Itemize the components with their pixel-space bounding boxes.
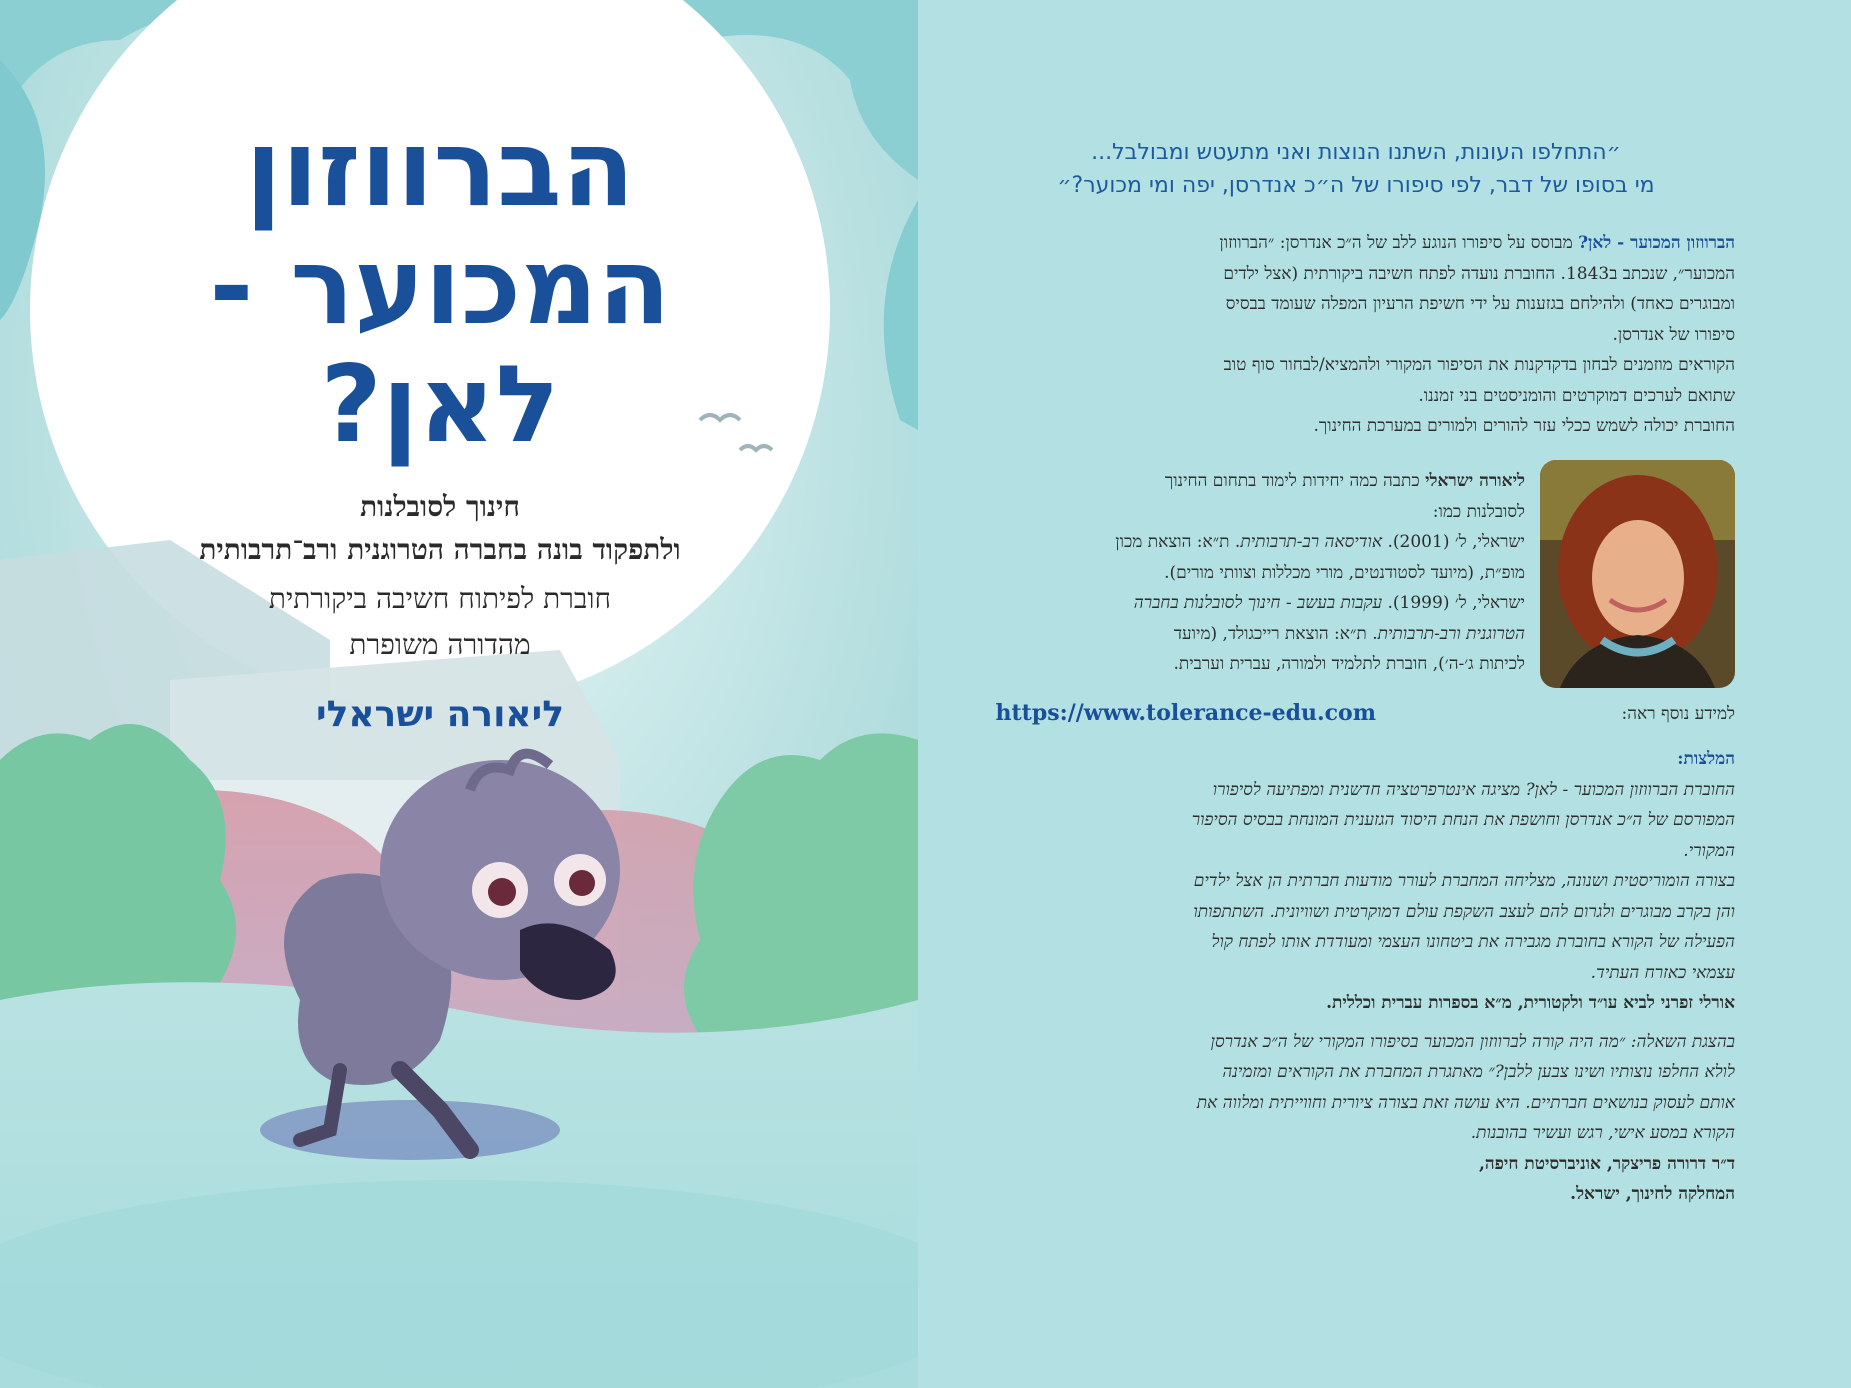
cover-author-name: ליאורה ישראלי [315, 694, 565, 735]
intro-line-3: ומבוגרים כאחד) ולהילחם בגזענות על ידי חשיפת הרעיון המפלה שעומד בבסיס [1225, 294, 1735, 314]
bio-line-5a: ישראלי, ל׳ (1999). [1382, 593, 1525, 613]
quote-line-1: ״התחלפו העונות, השתנו הנוצות ואני מתעטש ומבולבל... [1091, 140, 1621, 165]
rec1-line-3: המקורי. [1683, 840, 1735, 861]
bio-line-6b: . ת״א: הוצאת רייכגולד, (מיועד [1173, 623, 1378, 644]
back-cover [918, 0, 1851, 1388]
intro-line-1: מבוסס על סיפורו הנוגע ללב של ה״כ אנדרסן: ״הברווזון [1219, 233, 1579, 253]
rec2-signature-2: המחלקה לחינוך, ישראל. [1570, 1184, 1735, 1204]
intro-book-title: הברווזון המכוער - לאן? [1578, 233, 1735, 253]
intro-line-5: הקוראים מוזמנים לבחון בדקדקנות את הסיפור המקורי ולהמציא/לבחור סוף טוב [1223, 355, 1735, 375]
intro-paragraph [1005, 228, 1735, 442]
bio-line-7: לכיתות ג׳-ה׳), חוברת לתלמיד ולמורה, עברית וערבית. [1173, 654, 1525, 674]
website-link[interactable]: https://www.tolerance-edu.com [995, 700, 1376, 726]
rec1-line-6: הפעילה של הקורא בחוברת מגבירה את ביטחונו העצמי ומעודדת אותו לפתח קול [1211, 932, 1735, 952]
subtitle-line-3: חוברת לפיתוח חשיבה ביקורתית [268, 582, 612, 615]
rec1-line-5: והן בקרב מבוגרים ולגרום להם לעצב השקפת עולם דמוקרטית ושוויונית. השתתפותו [1193, 901, 1735, 922]
front-cover [0, 0, 918, 1388]
bio-book-2-title-cont: הטרוגנית ורב-תרבותית [1377, 623, 1525, 644]
rec1-line-7: עצמאי כאזרח העתיד. [1590, 962, 1735, 983]
title-line-1: הברווזון [245, 107, 635, 230]
subtitle-line-1: חינוך לסובלנות [360, 490, 520, 523]
rec2-line-3: אותם לעסוק בנושאים חברתיים. היא עושה זאת בצורה ציורית וחווייתית ומלווה את [1196, 1092, 1735, 1113]
bio-line-4: מופ״ת, (מיועד לסטודנטים, מורי מכללות וצוותי מורים). [1164, 562, 1525, 583]
intro-line-4: סיפורו של אנדרסן. [1612, 324, 1735, 345]
intro-line-2: המכוער״, שנכתב ב1843. החוברת נועדה לפתח חשיבה ביקורתית (אצל ילדים [1223, 263, 1735, 284]
more-info-label: למידע נוסף ראה: [1621, 704, 1735, 724]
title-line-2: המכוער - [209, 225, 671, 348]
title-line-3: לאן? [320, 343, 560, 466]
intro-line-7: החוברת יכולה לשמש ככלי עזר להורים ולמורים במערכת החינוך. [1313, 416, 1735, 436]
quote-block [976, 136, 1736, 202]
quote-line-2: מי בסופו של דבר, לפי סיפורו של ה״כ אנדרסן, יפה ומי מכוער?״ [1057, 173, 1655, 198]
author-bio [1005, 466, 1525, 680]
bio-author-name: ליאורה ישראלי [1425, 471, 1525, 491]
recommendations-section [1005, 744, 1735, 1210]
bio-book-1-title: אודיסאה רב-תרבותית [1240, 532, 1383, 552]
bio-line-2: לסובלנות כמו: [1432, 501, 1525, 522]
rec2-line-1: בהצגת השאלה: ״מה היה קורה לברווזון המכוער בסיפורו המקורי של ה״כ אנדרסן [1210, 1031, 1735, 1052]
subtitle-line-4: מהדורה משופרת [349, 628, 531, 661]
rec2-line-4: הקורא במסע אישי, רגש ועשיר בהובנות. [1470, 1123, 1735, 1143]
rec1-line-1: החוברת הברווזון המכוער - לאן? מציגה אינטרפרטציה חדשנית ומפתיעה לסיפורו [1212, 779, 1735, 800]
bio-line-3b: . ת״א: הוצאת מכון [1115, 532, 1241, 552]
author-photo [1540, 460, 1735, 688]
recommendations-heading: המלצות: [1677, 749, 1735, 769]
bio-line-1: כתבה כמה יחידות לימוד בתחום החינוך [1164, 471, 1426, 491]
rec2-line-2: לולא החלפו נוצותיו ושינו צבען ללבן?״ מאתגרת המחברת את הקוראים ומזמינה [1222, 1062, 1735, 1082]
bio-line-3a: ישראלי, ל׳ (2001). [1382, 532, 1525, 552]
rec1-signature: אורלי זפרני לביא עו״ד ולקטורית, מ״א בספרות עברית וכללית. [1326, 993, 1735, 1013]
intro-line-6: שתואם לערכים דמוקרטים והומניסטים בני זמננו. [1418, 385, 1735, 406]
rec1-line-2: המפורסם של ה״כ אנדרסן וחושפת את הנחת היסוד הגזענית המונחת בבסיס הסיפור [1191, 810, 1735, 830]
rec1-line-4: בצורה הומוריסטית ושנונה, מצליחה המחברת לעורר מודעות חברתית הן אצל ילדים [1193, 871, 1735, 891]
book-title [90, 107, 790, 466]
rec2-signature-1: ד״ר דרורה פריצקר, אוניברסיטת חיפה, [1478, 1153, 1735, 1174]
subtitle-line-2: ולתפקוד בונה בחברה הטרוגנית ורב־תרבותית [199, 533, 681, 566]
author-portrait-icon [1540, 460, 1735, 688]
bio-book-2-title: עקבות בעשב - חינוך לסובלנות בחברה [1133, 593, 1383, 613]
